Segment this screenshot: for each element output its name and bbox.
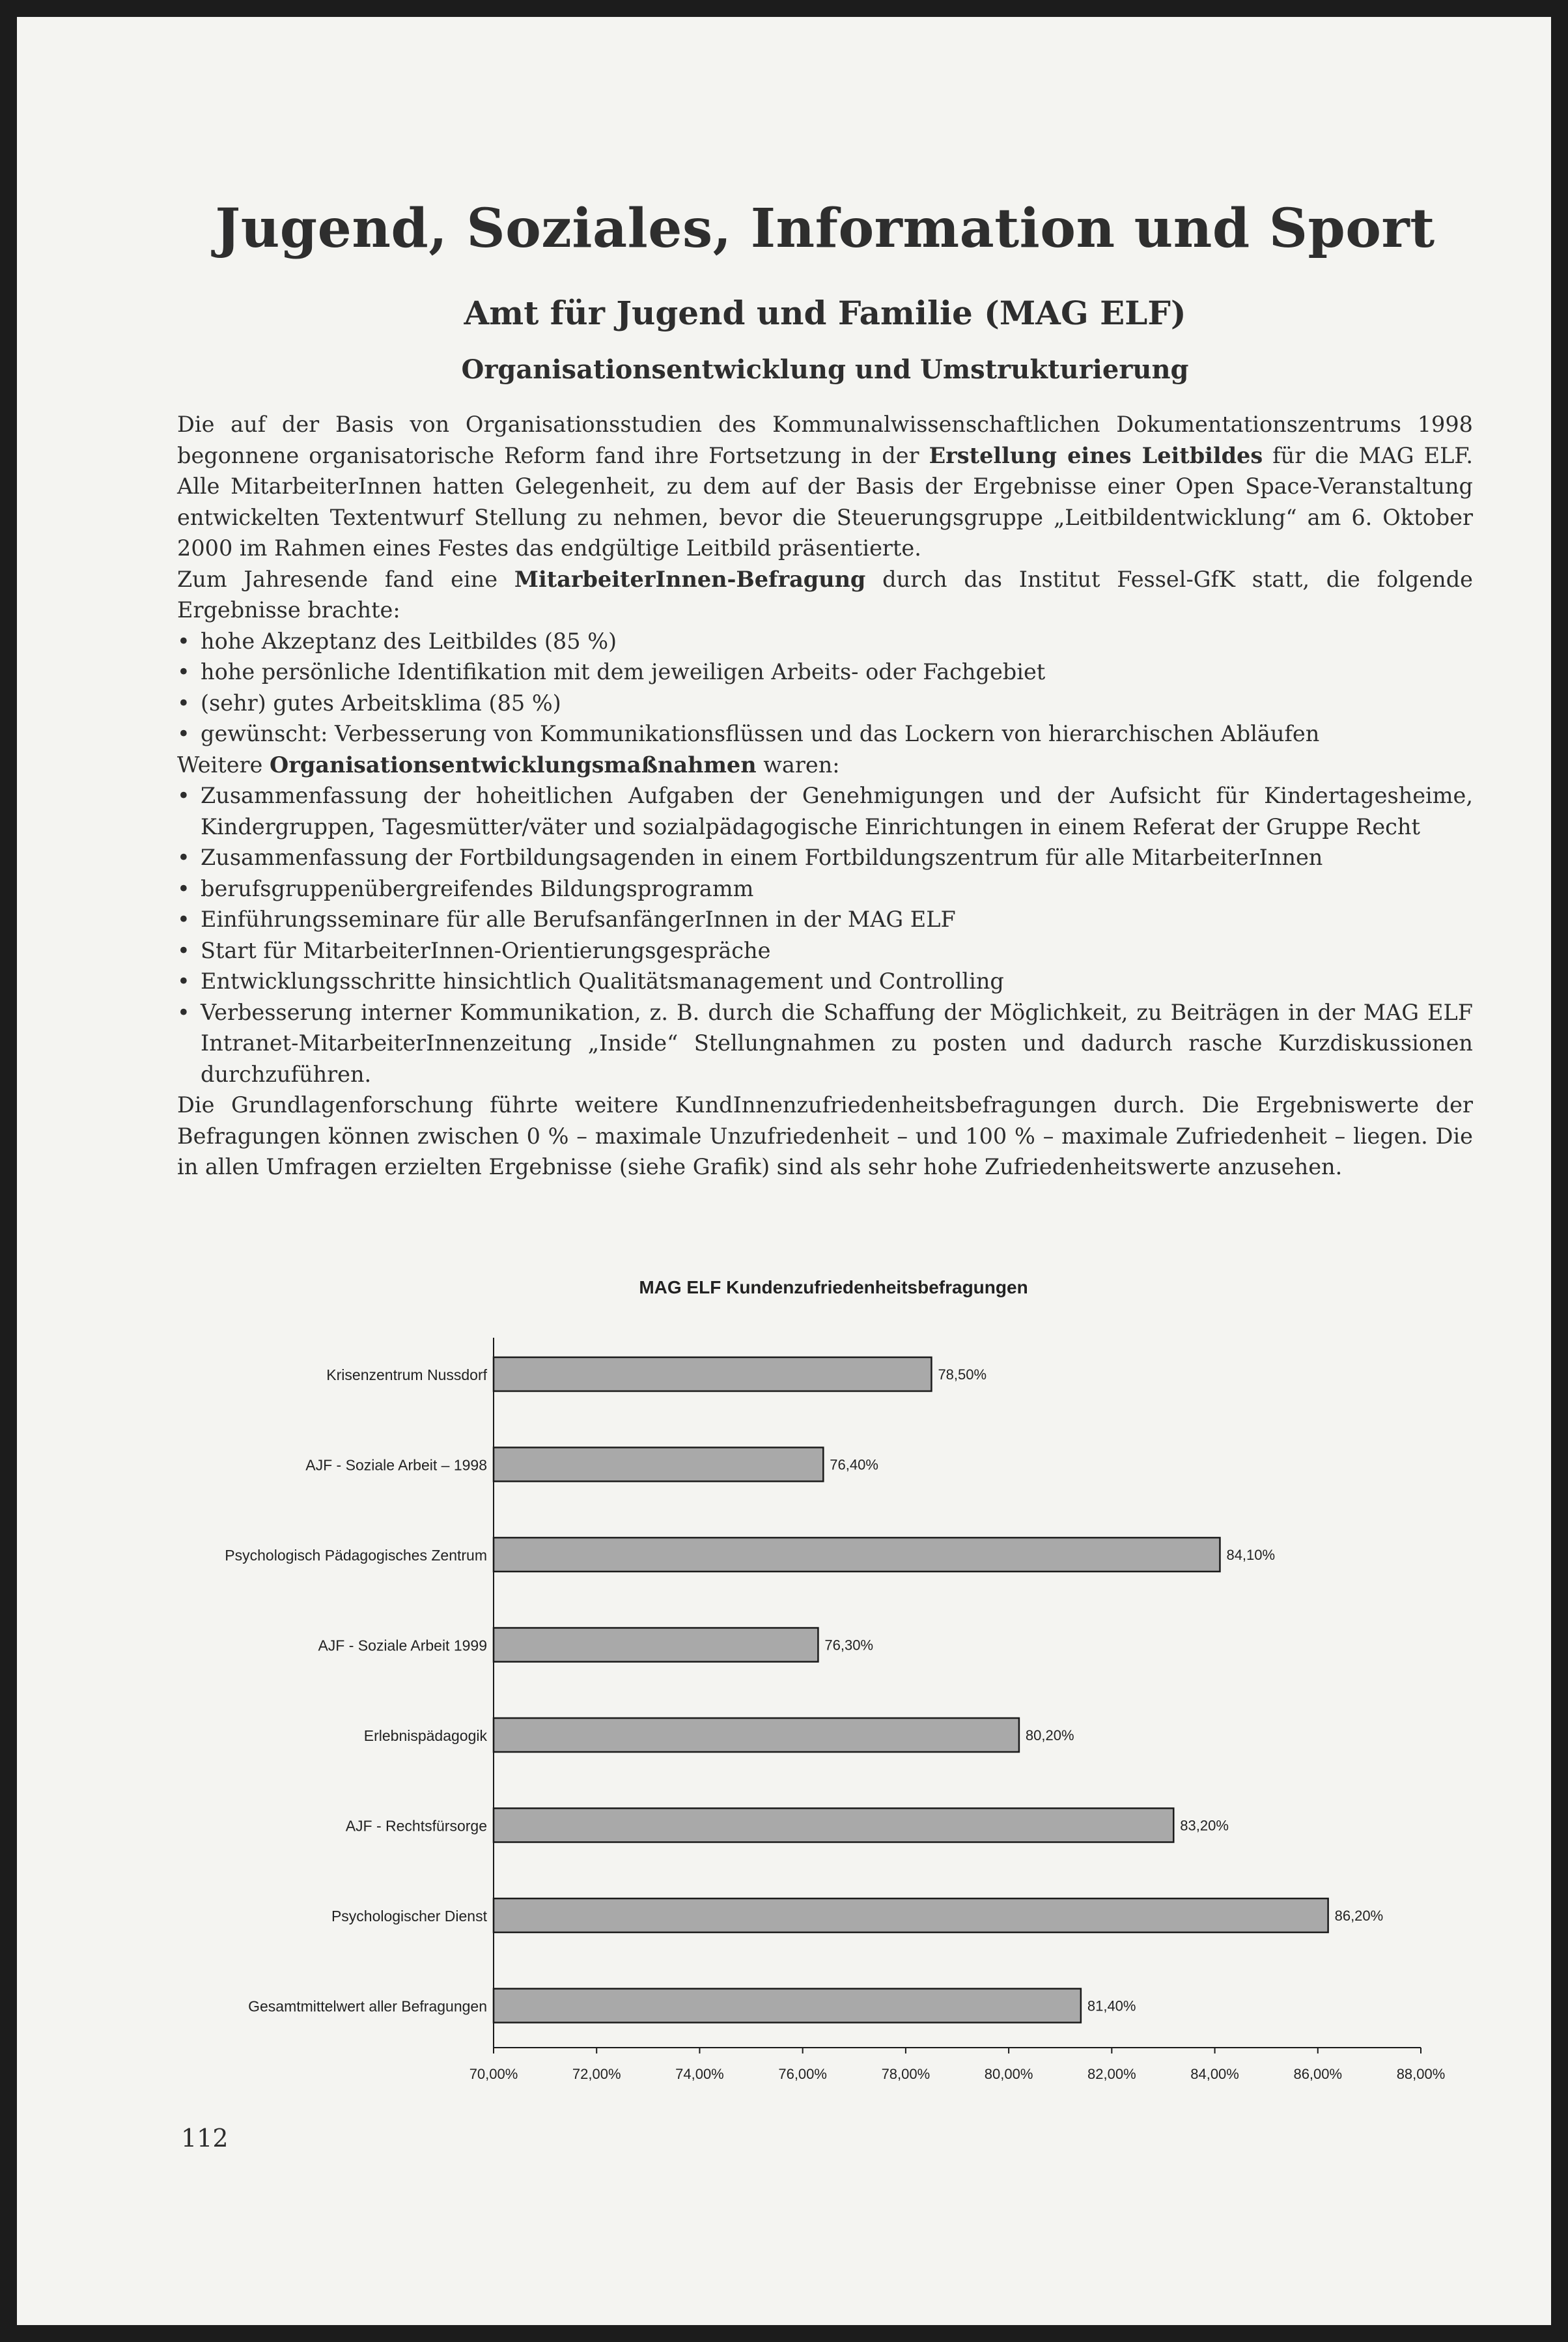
paragraph-grundlagenforschung: Die Grundlagenforschung führte weitere KundInnenzufriedenheitsbefragungen durch. Die Ergebniswerte der Befragungen können zwischen 0 % – maximale Unzufriedenheit – und 100 % – maximale Zufriedenheit – liegen. Die in allen Umfragen erzielten Ergebnisse (siehe Grafik) sind als sehr hohe Zufriedenheitswerte anzusehen.: [177, 1092, 1473, 1179]
list-item: • Entwicklungsschritte hinsichtlich Qualitätsmanagement und Controlling: [177, 966, 1473, 997]
document-page: [17, 17, 1551, 2325]
bar-5: [494, 1809, 1173, 1842]
x-tick-label: 88,00%: [1396, 2066, 1446, 2082]
bar-3: [494, 1628, 818, 1662]
bar-0: [494, 1357, 931, 1391]
category-label: Erlebnispädagogik: [363, 1727, 487, 1744]
data-label: 78,50%: [938, 1366, 987, 1383]
x-tick-label: 82,00%: [1087, 2066, 1136, 2082]
paragraph-leitbild: Die auf der Basis von Organisationsstudien des Kommunalwissenschaftlichen Dokumentationszentrums 1998 begonnene organisatorische Reform fand ihre Fortsetzung in der Erstellung eines Leitbildes für die MAG ELF. Alle MitarbeiterInnen hatten Gelegenheit, zu dem auf der Basis der Ergebnisse einer Open Space-Veranstaltung entwickelten Textentwurf Stellung zu nehmen, bevor die Steuerungsgruppe „Leitbildentwicklung“ am 6. Oktober 2000 im Rahmen eines Festes das endgültige Leitbild präsentierte.: [177, 412, 1473, 561]
data-label: 83,20%: [1180, 1817, 1229, 1834]
bar-2: [494, 1538, 1220, 1572]
measures-list: [177, 780, 1473, 1090]
category-label: AJF - Rechtsfürsorge: [345, 1817, 487, 1835]
data-label: 81,40%: [1087, 1997, 1136, 2014]
satisfaction-bar-chart: [177, 1261, 1479, 2108]
category-label: AJF - Soziale Arbeit – 1998: [305, 1456, 487, 1474]
data-label: 76,40%: [830, 1456, 878, 1473]
list-item: • Start für MitarbeiterInnen-Orientierungsgespräche: [177, 935, 1473, 966]
list-item: • hohe Akzeptanz des Leitbildes (85 %): [177, 626, 1473, 657]
paragraph-befragung: Zum Jahresende fand eine MitarbeiterInnen-Befragung durch das Institut Fessel-GfK statt, die folgende Ergebnisse brachte:: [177, 566, 1473, 623]
list-item: • (sehr) gutes Arbeitsklima (85 %): [177, 688, 1473, 719]
list-item: • Verbesserung interner Kommunikation, z. B. durch die Schaffung der Möglichkeit, zu Beiträgen in der MAG ELF Intranet-MitarbeiterInnenzeitung „Inside“ Stellungnahmen zu posten und dadurch rasche Kurzdiskussionen durchzuführen.: [177, 997, 1473, 1090]
category-label: Krisenzentrum Nussdorf: [326, 1366, 487, 1383]
body-text: [177, 409, 1473, 1183]
bar-7: [494, 1989, 1081, 2023]
list-item: • berufsgruppenübergreifendes Bildungsprogramm: [177, 873, 1473, 905]
list-item: • Einführungsseminare für alle BerufsanfängerInnen in der MAG ELF: [177, 904, 1473, 935]
chart-title: MAG ELF Kundenzufriedenheitsbefragungen: [639, 1277, 1028, 1297]
category-label: AJF - Soziale Arbeit 1999: [318, 1637, 487, 1654]
data-label: 86,20%: [1334, 1908, 1384, 1924]
survey-results-list: [177, 626, 1473, 750]
x-tick-label: 78,00%: [881, 2066, 931, 2082]
bar-4: [494, 1718, 1019, 1752]
list-item: • hohe persönliche Identifikation mit dem jeweiligen Arbeits- oder Fachgebiet: [177, 656, 1473, 688]
data-label: 76,30%: [824, 1637, 874, 1654]
page-number: 112: [181, 2124, 229, 2152]
x-tick-label: 72,00%: [572, 2066, 621, 2082]
data-label: 80,20%: [1025, 1727, 1074, 1743]
paragraph-massnahmen: Weitere Organisationsentwicklungsmaßnahmen waren:: [177, 752, 840, 778]
page-title: Jugend, Soziales, Information und Sport: [215, 197, 1435, 260]
x-tick-label: 80,00%: [984, 2066, 1033, 2082]
list-item: • gewünscht: Verbesserung von Kommunikationsflüssen und das Lockern von hierarchischen Abläufen: [177, 718, 1473, 750]
x-tick-label: 70,00%: [469, 2066, 518, 2082]
section-title: Organisationsentwicklung und Umstrukturierung: [461, 354, 1189, 385]
subheading: Amt für Jugend und Familie (MAG ELF): [464, 294, 1186, 332]
bar-6: [494, 1898, 1328, 1932]
data-label: 84,10%: [1226, 1547, 1276, 1563]
category-label: Gesamtmittelwert aller Befragungen: [248, 1997, 487, 2015]
x-tick-label: 74,00%: [675, 2066, 724, 2082]
category-label: Psychologischer Dienst: [331, 1908, 487, 1925]
category-label: Psychologisch Pädagogisches Zentrum: [225, 1547, 487, 1564]
text-block: [177, 193, 1473, 1183]
x-tick-label: 86,00%: [1293, 2066, 1343, 2082]
x-tick-label: 76,00%: [778, 2066, 827, 2082]
x-tick-label: 84,00%: [1190, 2066, 1239, 2082]
list-item: • Zusammenfassung der hoheitlichen Aufgaben der Genehmigungen und der Aufsicht für Kindertagesheime, Kindergruppen, Tagesmütter/väter und sozialpädagogische Einrichtungen in einem Referat der Gruppe Recht: [177, 780, 1473, 842]
bar-1: [494, 1448, 823, 1482]
list-item: • Zusammenfassung der Fortbildungsagenden in einem Fortbildungszentrum für alle MitarbeiterInnen: [177, 842, 1473, 873]
